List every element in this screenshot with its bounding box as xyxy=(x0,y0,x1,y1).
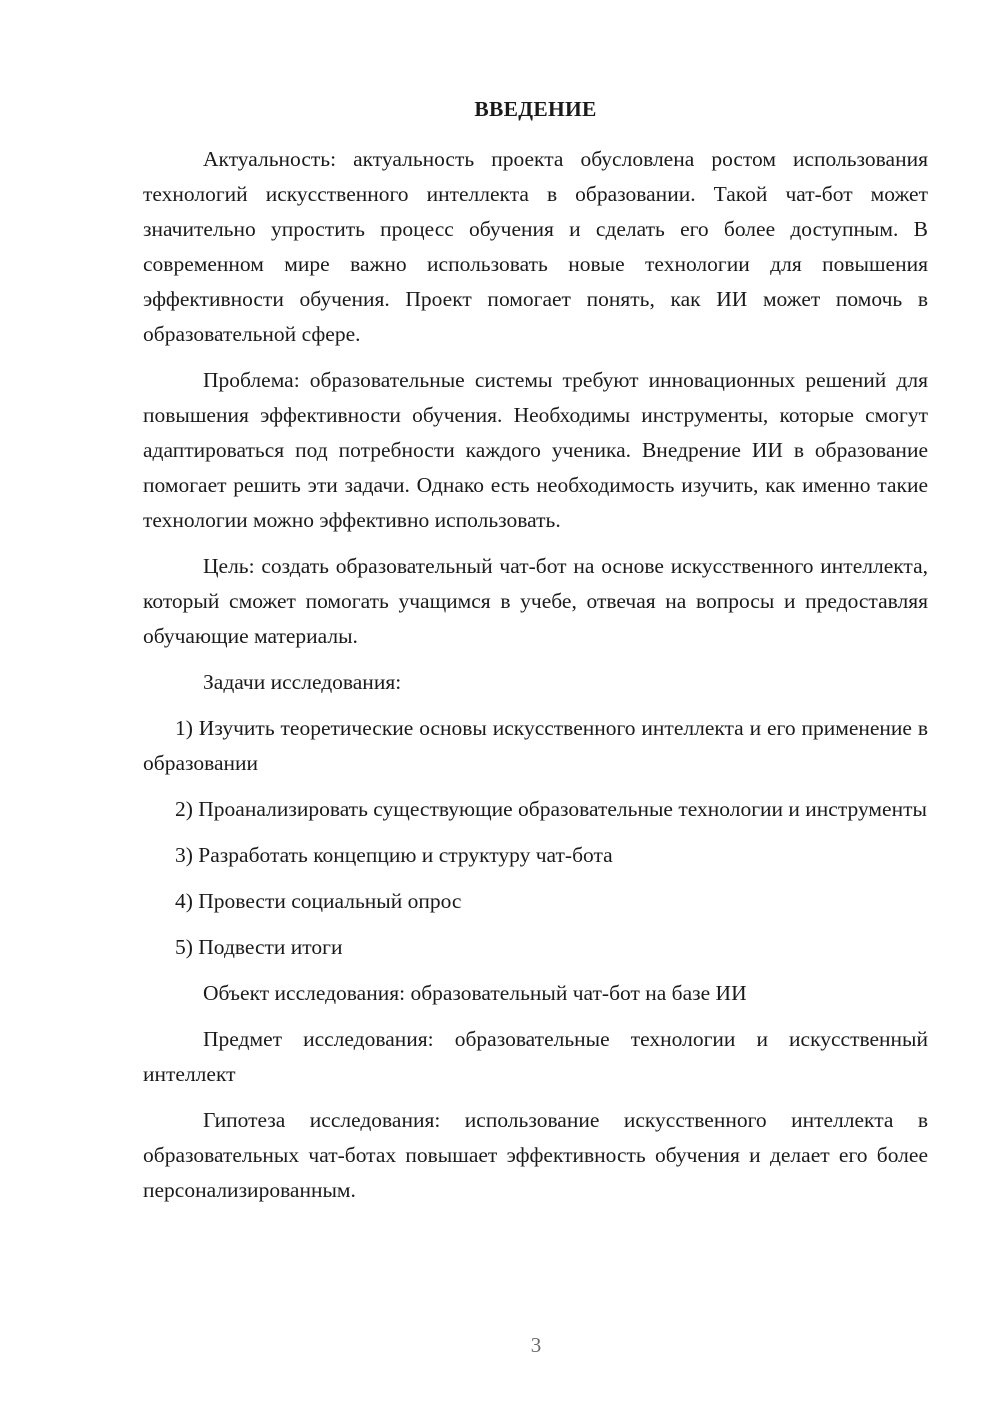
research-subject-paragraph: Предмет исследования: образовательные технологии и искусственный интеллект xyxy=(143,1027,928,1086)
list-item: 1) Изучить теоретические основы искусственного интеллекта и его применение в образовании xyxy=(143,716,928,775)
list-item: 2) Проанализировать существующие образовательные технологии и инструменты xyxy=(175,797,927,821)
tasks-heading: Задачи исследования: xyxy=(203,670,402,694)
list-item: 3) Разработать концепцию и структуру чат-бота xyxy=(175,843,613,867)
list-item: 4) Провести социальный опрос xyxy=(175,889,462,913)
list-item: 5) Подвести итоги xyxy=(175,935,343,959)
problem-paragraph: Проблема: образовательные системы требуют инновационных решений для повышения эффективности обучения. Необходимы инструменты, которые смогут адаптироваться под потребности каждого ученика. Внедрение ИИ в образование помогает решить эти задачи. Однако есть необходимость изучить, как именно такие технологии можно эффективно использовать. xyxy=(143,368,928,532)
document-page xyxy=(143,92,928,1219)
tasks-list xyxy=(143,711,928,965)
goal-paragraph: Цель: создать образовательный чат-бот на основе искусственного интеллекта, который сможет помогать учащимся в учебе, отвечая на вопросы и предоставляя обучающие материалы. xyxy=(143,554,928,648)
section-title: ВВЕДЕНИЕ xyxy=(474,97,597,121)
page-number: 3 xyxy=(530,1333,542,1357)
research-object-paragraph: Объект исследования: образовательный чат-бот на базе ИИ xyxy=(203,981,747,1005)
hypothesis-paragraph: Гипотеза исследования: использование искусственного интеллекта в образовательных чат-ботах повышает эффективность обучения и делает его более персонализированным. xyxy=(143,1108,928,1202)
relevance-paragraph: Актуальность: актуальность проекта обусловлена ростом использования технологий искусственного интеллекта в образовании. Такой чат-бот может значительно упростить процесс обучения и сделать его более доступным. В современном мире важно использовать новые технологии для повышения эффективности обучения. Проект помогает понять, как ИИ может помочь в образовательной сфере. xyxy=(143,147,928,346)
